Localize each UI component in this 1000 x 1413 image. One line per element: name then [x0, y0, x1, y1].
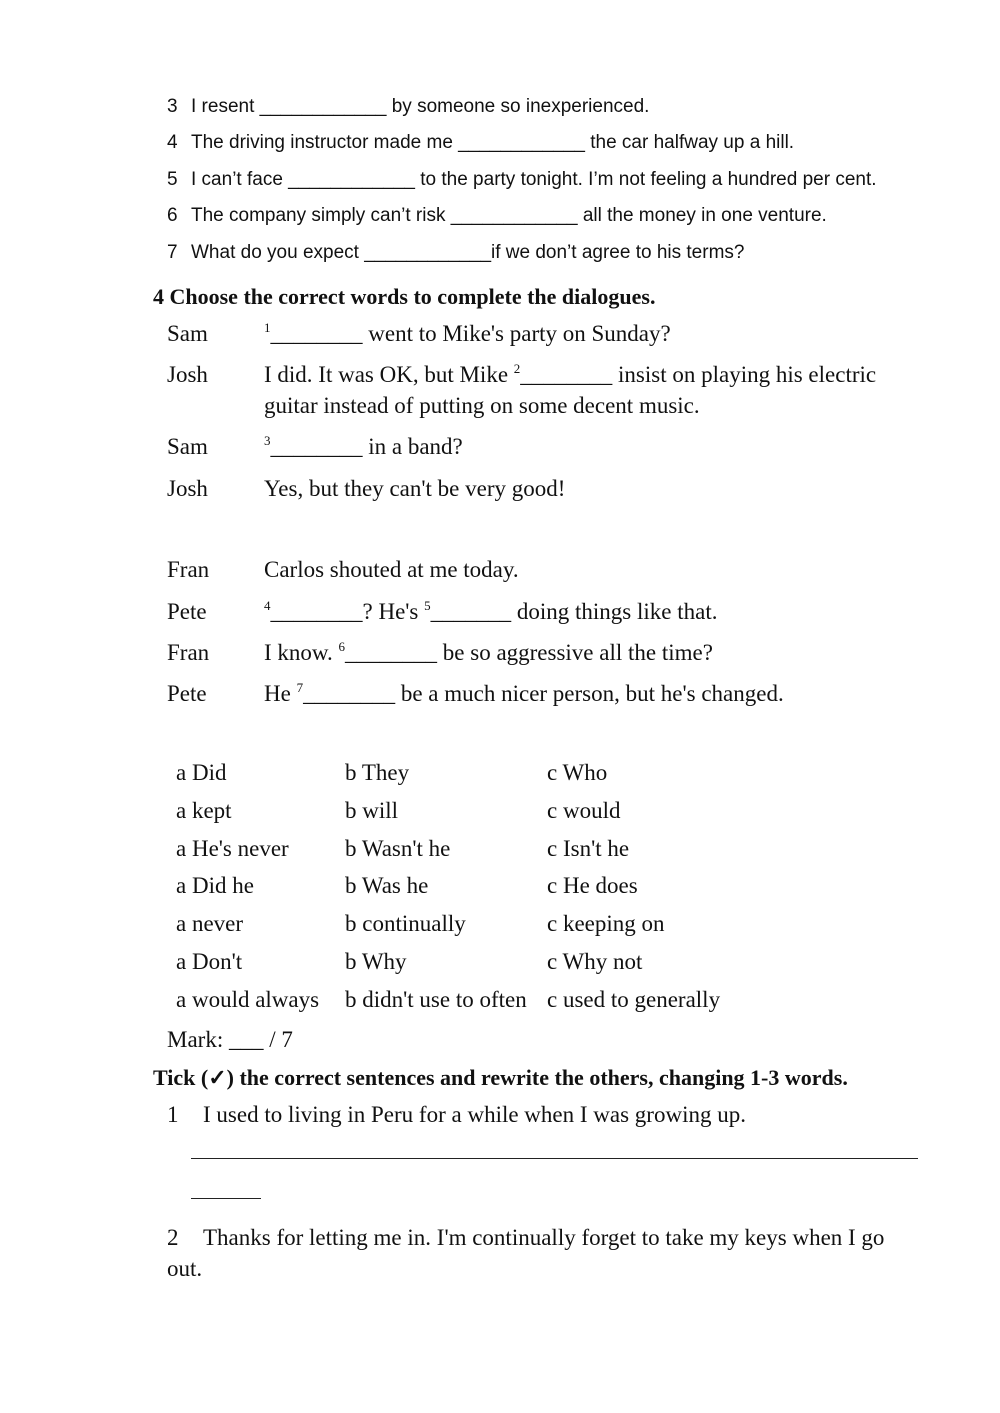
exercise4-heading: 4 Choose the correct words to complete the dialogues. — [153, 284, 656, 309]
exercise-item-3 — [167, 96, 649, 118]
line-text: Yes, but they can't be very good! — [264, 476, 566, 501]
item-number: 5 — [167, 169, 178, 190]
item-number: 7 — [167, 242, 178, 263]
option-b[interactable]: b They — [345, 760, 410, 785]
line-text: ________ be a much nicer person, but he's changed. — [303, 681, 784, 706]
item-number: 2 — [167, 1225, 179, 1250]
option-a[interactable]: a Did he — [176, 873, 254, 898]
line-text: ________ insist on playing his electric — [520, 362, 877, 387]
gap-number: 5 — [424, 598, 431, 613]
exercise-item-7 — [167, 242, 744, 264]
item-text: What do you expect ____________if we don’t agree to his terms? — [191, 242, 745, 263]
option-a[interactable]: a kept — [176, 798, 232, 823]
option-a[interactable]: a would always — [176, 987, 320, 1012]
speaker-name: Josh — [167, 362, 208, 387]
line-text: guitar instead of putting on some decent music. — [264, 393, 700, 418]
gap-number: 3 — [264, 433, 271, 448]
option-c[interactable]: c He does — [547, 873, 638, 898]
item-number: 3 — [167, 96, 178, 117]
line-text: ________ in a band? — [270, 434, 463, 459]
option-c[interactable]: c keeping on — [547, 911, 665, 936]
option-b[interactable]: b Why — [345, 949, 407, 974]
exercise-item-4 — [167, 132, 794, 154]
gap-number: 7 — [296, 680, 304, 695]
option-b[interactable]: b didn't use to often — [345, 987, 527, 1012]
rewrite-item-2-continued: out. — [167, 1256, 203, 1281]
item-number: 4 — [167, 132, 178, 153]
option-a[interactable]: a Don't — [176, 949, 243, 974]
item-number: 1 — [167, 1102, 179, 1127]
option-c[interactable]: c Why not — [547, 949, 643, 974]
rewrite-item-2 — [167, 1225, 884, 1251]
line-text: ________ went to Mike's party on Sunday? — [270, 321, 671, 346]
answer-line[interactable] — [191, 1198, 261, 1199]
item-number: 6 — [167, 205, 178, 226]
exercise-item-5 — [167, 169, 877, 191]
line-text: I did. It was OK, but Mike — [264, 362, 514, 387]
line-text: _______ doing things like that. — [430, 599, 718, 624]
line-text: ________ be so aggressive all the time? — [345, 640, 713, 665]
gap-number: 2 — [513, 361, 521, 376]
item-text: I resent ____________ by someone so inexperienced. — [191, 96, 650, 117]
option-a[interactable]: a He's never — [176, 836, 289, 861]
option-b[interactable]: b Wasn't he — [345, 836, 451, 861]
speaker-name: Josh — [167, 476, 208, 501]
line-text: Carlos shouted at me today. — [264, 557, 519, 582]
line-text: He — [264, 681, 297, 706]
option-b[interactable]: b will — [345, 798, 399, 823]
speaker-name: Sam — [167, 321, 208, 346]
gap-number: 1 — [264, 320, 271, 335]
speaker-name: Sam — [167, 434, 208, 459]
item-text: The company simply can’t risk ____________ all the money in one venture. — [191, 205, 827, 226]
speaker-name: Fran — [167, 640, 210, 665]
item-text: I used to living in Peru for a while when I was growing up. — [203, 1102, 746, 1127]
gap-number: 6 — [338, 639, 346, 654]
rewrite-item-1 — [167, 1102, 746, 1128]
line-text: ________? He's — [270, 599, 425, 624]
item-text: Thanks for letting me in. I'm continually forget to take my keys when I go — [203, 1225, 885, 1250]
option-c[interactable]: c Isn't he — [547, 836, 630, 861]
item-text: The driving instructor made me ____________ the car halfway up a hill. — [191, 132, 795, 153]
option-a[interactable]: a never — [176, 911, 244, 936]
exercise-item-6 — [167, 205, 827, 227]
answer-line[interactable] — [191, 1158, 918, 1159]
speaker-name: Fran — [167, 557, 210, 582]
item-text: I can’t face ____________ to the party tonight. I’m not feeling a hundred per cent. — [191, 169, 877, 190]
option-a[interactable]: a Did — [176, 760, 227, 785]
speaker-name: Pete — [167, 681, 207, 706]
option-c[interactable]: c used to generally — [547, 987, 721, 1012]
speaker-name: Pete — [167, 599, 207, 624]
exercise5-heading: Tick (✓) the correct sentences and rewrite the others, changing 1-3 words. — [153, 1065, 848, 1090]
option-c[interactable]: c would — [547, 798, 621, 823]
option-c[interactable]: c Who — [547, 760, 608, 785]
option-b[interactable]: b Was he — [345, 873, 429, 898]
line-text: I know. — [264, 640, 339, 665]
gap-number: 4 — [264, 598, 271, 613]
option-b[interactable]: b continually — [345, 911, 466, 936]
mark-score: Mark: ___ / 7 — [167, 1027, 293, 1052]
